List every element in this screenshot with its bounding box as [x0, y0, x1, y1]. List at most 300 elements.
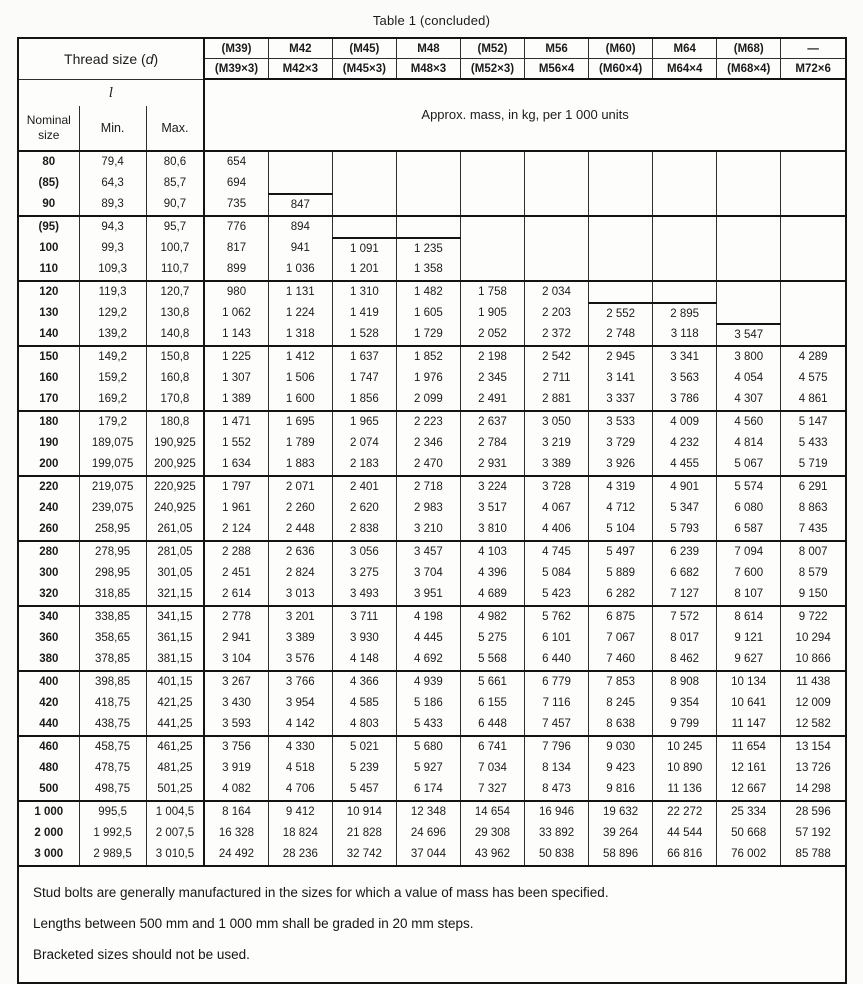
mass-cell: 4 406: [525, 519, 589, 541]
mass-cell: 85 788: [781, 844, 845, 865]
mass-cell: [781, 303, 845, 324]
mass-cell: 3 576: [268, 649, 332, 671]
mass-cell: 2 945: [589, 346, 653, 368]
length-symbol-cell: [19, 79, 204, 106]
max-length-cell: 481,25: [146, 758, 204, 779]
nominal-size-cell: 2 000: [19, 823, 79, 844]
table-header: [19, 39, 845, 151]
min-length-cell: 418,75: [79, 693, 146, 714]
mass-cell: [589, 216, 653, 238]
table-row-400: [19, 671, 845, 693]
min-length-cell: 378,85: [79, 649, 146, 671]
mass-cell: 28 596: [781, 801, 845, 823]
min-length-cell: 2 989,5: [79, 844, 146, 865]
mass-cell: 4 560: [717, 411, 781, 433]
mass-cell: [717, 259, 781, 281]
mass-cell: 10 890: [653, 758, 717, 779]
table-body: [19, 151, 845, 865]
mass-cell: [717, 303, 781, 324]
mass-cell: 1 091: [332, 238, 396, 259]
mass-cell: [717, 194, 781, 216]
mass-cell: 8 579: [781, 563, 845, 584]
mass-cell: 4 307: [717, 389, 781, 411]
mass-cell: 3 800: [717, 346, 781, 368]
table-row-480: [19, 758, 845, 779]
mass-cell: 4 575: [781, 368, 845, 389]
mass-cell: 2 345: [460, 368, 524, 389]
mass-cell: 4 067: [525, 498, 589, 519]
mass-cell: [525, 238, 589, 259]
mass-cell: 2 203: [525, 303, 589, 324]
min-length-cell: 298,95: [79, 563, 146, 584]
mass-cell: [653, 281, 717, 303]
max-length-cell: 1 004,5: [146, 801, 204, 823]
table-row-200: [19, 454, 845, 476]
mass-cell: 2 124: [204, 519, 268, 541]
mass-cell: 3 766: [268, 671, 332, 693]
mass-cell: 24 696: [396, 823, 460, 844]
mass-cell: 2 778: [204, 606, 268, 628]
mass-cell: [781, 259, 845, 281]
mass-cell: 3 729: [589, 433, 653, 454]
nominal-size-cell: 190: [19, 433, 79, 454]
table-row-360: [19, 628, 845, 649]
nominal-size-cell: 140: [19, 324, 79, 346]
min-length-cell: 129,2: [79, 303, 146, 324]
mass-cell: 2 451: [204, 563, 268, 584]
thread-column-bottom-8: (M68×4): [717, 59, 781, 80]
table-row-90: [19, 194, 845, 216]
mass-cell: 3 050: [525, 411, 589, 433]
mass-cell: 44 544: [653, 823, 717, 844]
mass-cell: 8 462: [653, 649, 717, 671]
mass-cell: 2 784: [460, 433, 524, 454]
mass-cell: 1 634: [204, 454, 268, 476]
mass-cell: 3 430: [204, 693, 268, 714]
mass-cell: 12 582: [781, 714, 845, 736]
mass-cell: 817: [204, 238, 268, 259]
mass-cell: 1 528: [332, 324, 396, 346]
mass-cell: 5 574: [717, 476, 781, 498]
mass-cell: 2 372: [525, 324, 589, 346]
mass-cell: [460, 238, 524, 259]
max-length-cell: 130,8: [146, 303, 204, 324]
mass-cell: 4 803: [332, 714, 396, 736]
mass-cell: 14 654: [460, 801, 524, 823]
mass-cell: 4 585: [332, 693, 396, 714]
mass-cell: 2 071: [268, 476, 332, 498]
mass-cell: 2 183: [332, 454, 396, 476]
table-row-120: [19, 281, 845, 303]
mass-cell: 3 728: [525, 476, 589, 498]
min-length-cell: 995,5: [79, 801, 146, 823]
mass-cell: 3 118: [653, 324, 717, 346]
mass-cell: 1 318: [268, 324, 332, 346]
mass-cell: 3 919: [204, 758, 268, 779]
mass-cell: 4 814: [717, 433, 781, 454]
mass-cell: 3 954: [268, 693, 332, 714]
mass-cell: 12 667: [717, 779, 781, 801]
table-row-130: [19, 303, 845, 324]
mass-cell: 5 719: [781, 454, 845, 476]
mass-cell: 5 927: [396, 758, 460, 779]
mass-cell: 6 779: [525, 671, 589, 693]
mass-cell: 9 423: [589, 758, 653, 779]
thread-column-bottom-6: (M60×4): [589, 59, 653, 80]
mass-cell: 4 692: [396, 649, 460, 671]
mass-cell: 14 298: [781, 779, 845, 801]
mass-cell: 9 627: [717, 649, 781, 671]
mass-cell: 18 824: [268, 823, 332, 844]
mass-cell: [717, 216, 781, 238]
min-length-cell: 99,3: [79, 238, 146, 259]
min-length-cell: 219,075: [79, 476, 146, 498]
max-length-cell: 361,15: [146, 628, 204, 649]
mass-cell: 2 346: [396, 433, 460, 454]
mass-cell: 9 816: [589, 779, 653, 801]
min-length-cell: 239,075: [79, 498, 146, 519]
mass-cell: 3 547: [717, 324, 781, 346]
min-length-cell: 169,2: [79, 389, 146, 411]
max-length-cell: 80,6: [146, 151, 204, 173]
mass-cell: [653, 173, 717, 194]
mass-cell: 5 186: [396, 693, 460, 714]
mass-cell: 2 401: [332, 476, 396, 498]
mass-cell: 21 828: [332, 823, 396, 844]
mass-cell: 1 552: [204, 433, 268, 454]
nominal-size-cell: 420: [19, 693, 79, 714]
mass-cell: 3 930: [332, 628, 396, 649]
mass-cell: 7 600: [717, 563, 781, 584]
mass-cell: 5 084: [525, 563, 589, 584]
footnote-1: Stud bolts are generally manufactured in the sizes for which a value of mass has been specified.: [33, 884, 609, 900]
mass-cell: 8 908: [653, 671, 717, 693]
mass-cell: 6 080: [717, 498, 781, 519]
mass-cell: [332, 173, 396, 194]
mass-cell: 6 155: [460, 693, 524, 714]
max-length-cell: 120,7: [146, 281, 204, 303]
mass-cell: 3 563: [653, 368, 717, 389]
mass-cell: 1 307: [204, 368, 268, 389]
thread-column-top-1: M42: [268, 39, 332, 59]
min-length-cell: 278,95: [79, 541, 146, 563]
mass-cell: 1 224: [268, 303, 332, 324]
table-row-150: [19, 346, 845, 368]
mass-cell: [717, 151, 781, 173]
mass-cell: 1 143: [204, 324, 268, 346]
nominal-size-cell: (95): [19, 216, 79, 238]
mass-cell: 10 914: [332, 801, 396, 823]
mass-cell: 6 239: [653, 541, 717, 563]
mass-cell: 654: [204, 151, 268, 173]
mass-cell: 2 711: [525, 368, 589, 389]
thread-column-bottom-2: (M45×3): [332, 59, 396, 80]
mass-cell: 4 518: [268, 758, 332, 779]
mass-cell: 7 327: [460, 779, 524, 801]
mass-cell: 10 134: [717, 671, 781, 693]
mass-cell: 2 288: [204, 541, 268, 563]
mass-cell: [589, 194, 653, 216]
mass-cell: 5 661: [460, 671, 524, 693]
mass-cell: 1 310: [332, 281, 396, 303]
nominal-size-cell: 200: [19, 454, 79, 476]
footnotes: [19, 865, 845, 982]
mass-cell: 1 961: [204, 498, 268, 519]
max-length-cell: 341,15: [146, 606, 204, 628]
table-row-160: [19, 368, 845, 389]
mass-cell: 2 470: [396, 454, 460, 476]
mass-cell: 37 044: [396, 844, 460, 865]
mass-cell: 12 348: [396, 801, 460, 823]
mass-cell: 941: [268, 238, 332, 259]
nominal-size-cell: 3 000: [19, 844, 79, 865]
table-row-80: [19, 151, 845, 173]
mass-cell: 2 824: [268, 563, 332, 584]
mass-cell: 50 838: [525, 844, 589, 865]
mass-cell: 5 423: [525, 584, 589, 606]
mass-cell: 6 440: [525, 649, 589, 671]
footnote-3: Bracketed sizes should not be used.: [33, 946, 250, 962]
mass-cell: 1 482: [396, 281, 460, 303]
mass-cell: 8 638: [589, 714, 653, 736]
mass-cell: 6 875: [589, 606, 653, 628]
nominal-size-cell: 150: [19, 346, 79, 368]
mass-cell: [589, 173, 653, 194]
min-length-cell: 1 992,5: [79, 823, 146, 844]
mass-cell: [460, 259, 524, 281]
mass-cell: [653, 194, 717, 216]
mass-cell: 10 641: [717, 693, 781, 714]
min-length-cell: 139,2: [79, 324, 146, 346]
mass-cell: 1 797: [204, 476, 268, 498]
mass-cell: [460, 216, 524, 238]
mass-cell: [653, 151, 717, 173]
table-row-3000: [19, 844, 845, 865]
table-row-2000: [19, 823, 845, 844]
nominal-size-cell: 360: [19, 628, 79, 649]
mass-cell: 6 101: [525, 628, 589, 649]
mass-cell: 11 147: [717, 714, 781, 736]
nominal-size-cell: 100: [19, 238, 79, 259]
mass-cell: 3 341: [653, 346, 717, 368]
mass-cell: 4 319: [589, 476, 653, 498]
min-length-cell: 199,075: [79, 454, 146, 476]
mass-cell: [460, 173, 524, 194]
mass-cell: 7 116: [525, 693, 589, 714]
max-length-cell: 150,8: [146, 346, 204, 368]
table-row-380: [19, 649, 845, 671]
min-length-cell: 478,75: [79, 758, 146, 779]
mass-cell: 1 637: [332, 346, 396, 368]
thread-column-top-9: —: [781, 39, 845, 59]
nominal-size-cell: 130: [19, 303, 79, 324]
mass-cell: 3 219: [525, 433, 589, 454]
mass-cell: 3 711: [332, 606, 396, 628]
nominal-size-cell: (85): [19, 173, 79, 194]
nominal-size-cell: 220: [19, 476, 79, 498]
table-row-85: [19, 173, 845, 194]
table-row-95: [19, 216, 845, 238]
max-length-cell: 381,15: [146, 649, 204, 671]
mass-cell: 7 460: [589, 649, 653, 671]
mass-cell: 5 568: [460, 649, 524, 671]
mass-cell: 8 245: [589, 693, 653, 714]
mass-cell: 12 009: [781, 693, 845, 714]
length-symbol-row: [19, 79, 845, 106]
table-row-500: [19, 779, 845, 801]
table-row-420: [19, 693, 845, 714]
mass-cell: 4 982: [460, 606, 524, 628]
mass-cell: 2 931: [460, 454, 524, 476]
mass-cell: 4 396: [460, 563, 524, 584]
mass-cell: 4 009: [653, 411, 717, 433]
max-length-cell: 220,925: [146, 476, 204, 498]
mass-cell: 3 104: [204, 649, 268, 671]
mass-cell: 9 722: [781, 606, 845, 628]
table-row-110: [19, 259, 845, 281]
mass-cell: [396, 151, 460, 173]
mass-cell: 4 939: [396, 671, 460, 693]
mass-cell: 3 810: [460, 519, 524, 541]
mass-cell: 1 600: [268, 389, 332, 411]
mass-cell: 8 614: [717, 606, 781, 628]
mass-cell: 4 706: [268, 779, 332, 801]
mass-cell: 1 201: [332, 259, 396, 281]
mass-cell: 1 758: [460, 281, 524, 303]
mass-cell: 3 926: [589, 454, 653, 476]
nominal-size-cell: 170: [19, 389, 79, 411]
mass-cell: 7 572: [653, 606, 717, 628]
mass-cell: 1 131: [268, 281, 332, 303]
mass-cell: [781, 281, 845, 303]
mass-cell: 2 983: [396, 498, 460, 519]
mass-cell: 58 896: [589, 844, 653, 865]
mass-cell: 4 148: [332, 649, 396, 671]
mass-cell: 5 104: [589, 519, 653, 541]
mass-cell: 2 074: [332, 433, 396, 454]
mass-cell: 1 412: [268, 346, 332, 368]
min-length-cell: 159,2: [79, 368, 146, 389]
mass-cell: 3 951: [396, 584, 460, 606]
mass-cell: [781, 173, 845, 194]
mass-cell: 4 330: [268, 736, 332, 758]
mass-cell: 29 308: [460, 823, 524, 844]
mass-cell: 2 223: [396, 411, 460, 433]
mass-cell: [781, 324, 845, 346]
mass-cell: 7 796: [525, 736, 589, 758]
mass-cell: 6 174: [396, 779, 460, 801]
max-length-cell: 140,8: [146, 324, 204, 346]
d-symbol: d: [145, 50, 154, 67]
mass-cell: 847: [268, 194, 332, 216]
table-row-180: [19, 411, 845, 433]
mass-cell: 7 853: [589, 671, 653, 693]
nominal-size-cell: 460: [19, 736, 79, 758]
mass-cell: 4 745: [525, 541, 589, 563]
mass-cell: 2 542: [525, 346, 589, 368]
max-length-cell: 95,7: [146, 216, 204, 238]
length-symbol: l: [109, 86, 114, 101]
mass-cell: 11 136: [653, 779, 717, 801]
mass-cell: 2 491: [460, 389, 524, 411]
max-length-cell: 421,25: [146, 693, 204, 714]
nominal-size-cell: 380: [19, 649, 79, 671]
mass-cell: 66 816: [653, 844, 717, 865]
mass-cell: 5 680: [396, 736, 460, 758]
mass-cell: [781, 194, 845, 216]
mass-cell: 10 294: [781, 628, 845, 649]
mass-cell: 4 142: [268, 714, 332, 736]
mass-cell: 5 067: [717, 454, 781, 476]
mass-cell: 2 637: [460, 411, 524, 433]
nominal-size-cell: 160: [19, 368, 79, 389]
thread-column-bottom-5: M56×4: [525, 59, 589, 80]
mass-cell: 3 517: [460, 498, 524, 519]
mass-cell: 2 895: [653, 303, 717, 324]
footnote-2: Lengths between 500 mm and 1 000 mm shall be graded in 20 mm steps.: [33, 915, 474, 931]
mass-cell: 50 668: [717, 823, 781, 844]
thread-size-label: Thread size (: [64, 50, 146, 67]
mass-cell: 4 082: [204, 779, 268, 801]
mass-cell: 76 002: [717, 844, 781, 865]
table-row-1000: [19, 801, 845, 823]
mass-cell: 3 210: [396, 519, 460, 541]
nominal-size-cell: 300: [19, 563, 79, 584]
mass-cell: 3 493: [332, 584, 396, 606]
mass-cell: [589, 259, 653, 281]
mass-cell: [268, 151, 332, 173]
mass-cell: 13 154: [781, 736, 845, 758]
min-length-cell: 189,075: [79, 433, 146, 454]
thread-column-bottom-1: M42×3: [268, 59, 332, 80]
mass-cell: [653, 238, 717, 259]
mass-cell: 32 742: [332, 844, 396, 865]
min-header: Min.: [79, 106, 146, 151]
mass-cell: [717, 238, 781, 259]
mass-cell: [781, 151, 845, 173]
mass-cell: 1 856: [332, 389, 396, 411]
max-length-cell: 85,7: [146, 173, 204, 194]
mass-cell: 11 438: [781, 671, 845, 693]
thread-column-top-0: (M39): [204, 39, 268, 59]
mass-cell: 8 134: [525, 758, 589, 779]
table-row-320: [19, 584, 845, 606]
mass-cell: 1 729: [396, 324, 460, 346]
mass-cell: 7 067: [589, 628, 653, 649]
min-length-cell: 79,4: [79, 151, 146, 173]
thread-column-top-4: (M52): [460, 39, 524, 59]
mass-cell: [525, 216, 589, 238]
min-length-cell: 258,95: [79, 519, 146, 541]
mass-cell: 12 161: [717, 758, 781, 779]
min-length-cell: 498,75: [79, 779, 146, 801]
table-row-140: [19, 324, 845, 346]
mass-cell: 2 636: [268, 541, 332, 563]
mass-cell: 1 235: [396, 238, 460, 259]
mass-cell: 9 412: [268, 801, 332, 823]
mass-cell: 3 275: [332, 563, 396, 584]
mass-cell: 1 358: [396, 259, 460, 281]
mass-cell: 7 034: [460, 758, 524, 779]
max-length-cell: 3 010,5: [146, 844, 204, 865]
mass-cell: [525, 259, 589, 281]
mass-cell: 2 620: [332, 498, 396, 519]
mass-cell: 3 756: [204, 736, 268, 758]
mass-cell: 33 892: [525, 823, 589, 844]
max-header: Max.: [146, 106, 204, 151]
mass-cell: 1 695: [268, 411, 332, 433]
mass-cell: [396, 194, 460, 216]
